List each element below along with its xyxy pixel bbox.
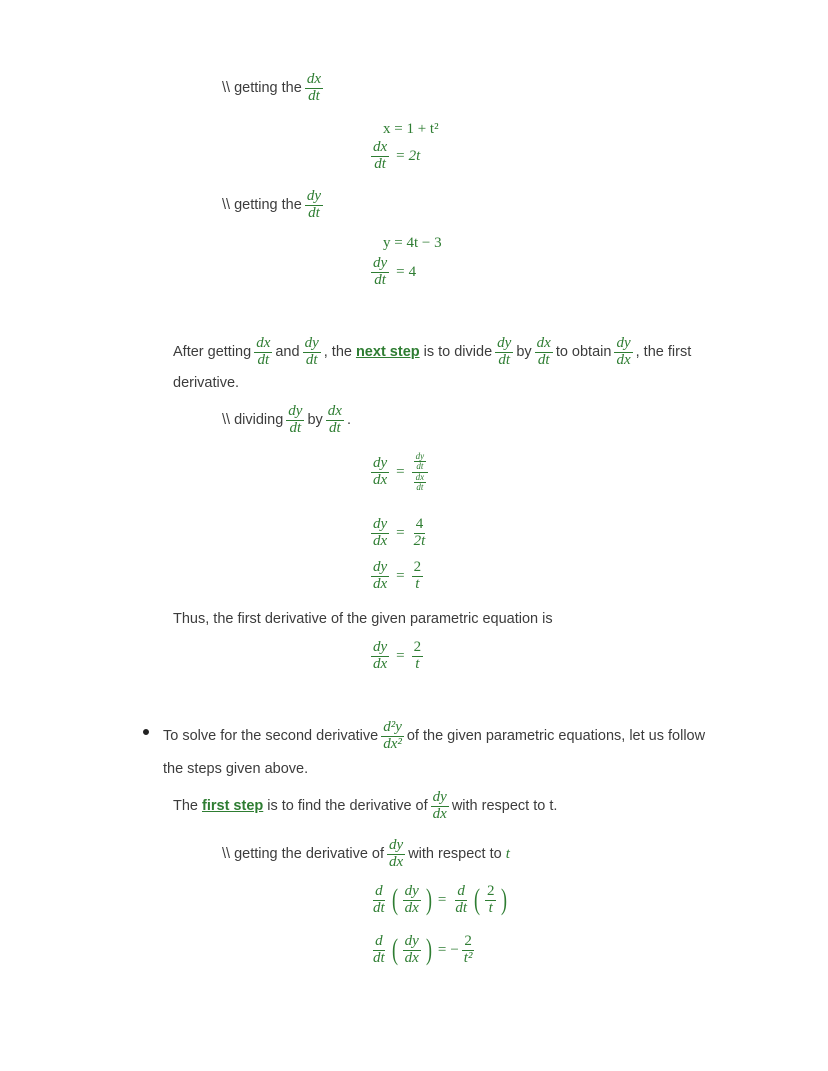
equation-second-b: $\frac{d}{dt}$ ( $\frac{dy}{dx}$ ) = − $\frac{2}{\text{t²}}$ — [373, 933, 473, 967]
comment-getting-dxdt — [222, 72, 326, 105]
paragraph-derivative: derivative. — [173, 375, 240, 391]
paragraph-first-step: The first step is to find the derivative of $\frac{dy}{dx}$ with respect to t. — [173, 789, 558, 822]
fraction-dx-dt: $\frac{dx}{dt}$ — [306, 71, 321, 104]
equation-result: $\frac{dy}{dx}$ = $\frac{2}{t}$ — [373, 639, 422, 672]
equation-4-over-2t: $\frac{dy}{dx}$ = $\frac{4}{2t}$ — [373, 516, 426, 549]
comment-text: \\ getting the — [222, 80, 302, 97]
thus-text: Thus, the first derivative of the given parametric equation is — [173, 611, 553, 627]
paragraph-second-derivative: To solve for the second derivative $\frac{\text{d²y}}{\text{dx²}}$ of the given parametric equations, let us follow — [163, 719, 706, 752]
equation-x: x = 1 + t² — [383, 121, 439, 137]
comment-dividing: \\ dividing $\frac{dy}{dt}$ by $\frac{dx}{dt}$ . — [222, 403, 351, 436]
first-step-link: first step — [202, 798, 264, 815]
equation-y: y = 4t − 3 — [383, 235, 442, 251]
bullet-icon — [142, 728, 150, 736]
equation-chain: $\frac{dy}{dx}$ = $\frac{\frac{dy}{dt}}{\frac{dx}{dt}}$ — [368, 452, 431, 493]
next-step-link: next step — [355, 344, 420, 361]
comment-getting-dydt: \\ getting the $\frac{dy}{dt}$ — [222, 188, 321, 221]
paragraph-after-getting: After getting $\frac{dx}{dt}$ and $\frac{dy}{dt}$ , the next step is to divide $\frac{dy}{dt}$ by $\frac{dx}{dt}$ to obtain $\frac{dy}{dx}$ , the first — [173, 335, 692, 368]
equation-dydt: $\frac{dy}{dt}$ = 4 — [373, 255, 417, 288]
paragraph-steps: the steps given above. — [163, 761, 309, 777]
equation-dxdt: $\frac{dx}{dt}$ = 2t — [373, 139, 421, 172]
equation-second-a: $\frac{d}{dt}$ ( $\frac{dy}{dx}$ ) = $\frac{d}{dt}$ ( $\frac{2}{t}$ ) — [373, 883, 508, 917]
fraction-dy-dt: $\frac{dy}{dt}$ — [306, 188, 321, 221]
equation-2-over-t: $\frac{dy}{dx}$ = $\frac{2}{t}$ — [373, 559, 422, 592]
comment-derivative-of: \\ getting the derivative of $\frac{dy}{dx}$ with respect to t — [222, 837, 510, 870]
